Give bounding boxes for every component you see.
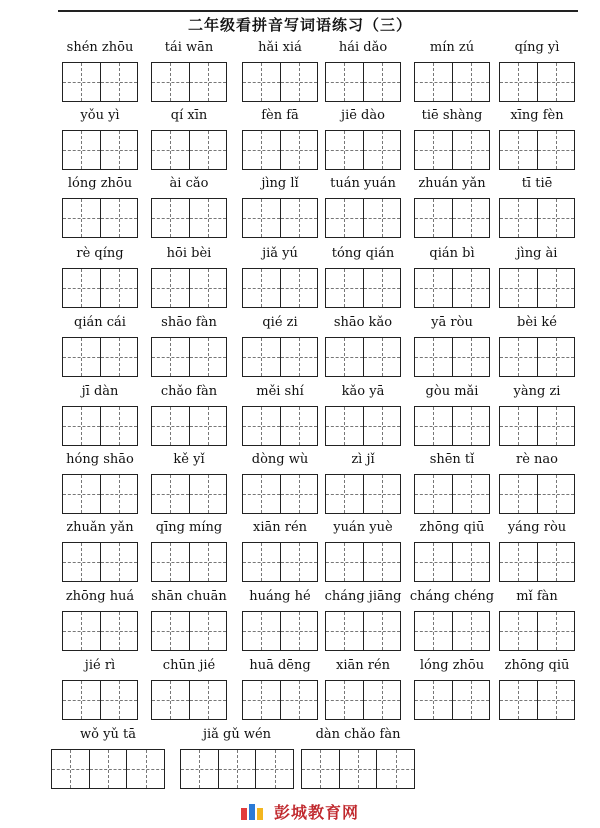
tian-zi-cell[interactable]	[500, 63, 537, 101]
writing-grid[interactable]	[151, 406, 227, 446]
writing-grid[interactable]	[325, 680, 401, 720]
pinyin-label: shāo fàn	[161, 315, 217, 330]
logo-bar-red	[241, 808, 247, 820]
tian-zi-cell[interactable]	[415, 338, 452, 376]
pinyin-label: shān chuān	[151, 589, 227, 604]
writing-grid[interactable]	[62, 542, 138, 582]
writing-grid[interactable]	[242, 268, 318, 308]
writing-grid[interactable]	[325, 406, 401, 446]
writing-grid[interactable]	[62, 337, 138, 377]
tian-zi-cell[interactable]	[280, 338, 318, 376]
pinyin-label: dàn chǎo fàn	[315, 727, 401, 742]
tian-zi-cell[interactable]	[500, 612, 537, 650]
writing-grid[interactable]	[62, 130, 138, 170]
tian-zi-cell[interactable]	[326, 543, 363, 581]
writing-grid[interactable]	[242, 337, 318, 377]
pinyin-label: zì jǐ	[351, 452, 375, 467]
pinyin-label: xiān rén	[252, 520, 308, 535]
tian-zi-cell[interactable]	[452, 269, 490, 307]
tian-zi-cell[interactable]	[452, 475, 490, 513]
writing-grid[interactable]	[414, 130, 490, 170]
pinyin-label: jiē dào	[341, 108, 385, 123]
tian-zi-cell[interactable]	[363, 475, 401, 513]
tian-zi-cell[interactable]	[243, 407, 280, 445]
tian-zi-cell[interactable]	[189, 543, 227, 581]
tian-zi-cell[interactable]	[452, 131, 490, 169]
writing-grid[interactable]	[151, 130, 227, 170]
pinyin-label: qián bì	[429, 246, 475, 261]
pinyin-label: jìng ài	[516, 246, 558, 261]
pinyin-label: huáng hé	[249, 589, 311, 604]
writing-grid[interactable]	[499, 268, 575, 308]
tian-zi-cell[interactable]	[243, 131, 280, 169]
pinyin-label: bèi ké	[517, 315, 557, 330]
writing-grid[interactable]	[414, 337, 490, 377]
writing-grid[interactable]	[414, 406, 490, 446]
tian-zi-cell[interactable]	[500, 543, 537, 581]
tian-zi-cell[interactable]	[152, 269, 189, 307]
writing-grid[interactable]	[242, 611, 318, 651]
pinyin-label: zhuán yǎn	[418, 176, 486, 191]
pinyin-label: lóng zhōu	[67, 176, 133, 191]
pinyin-label: jī dàn	[81, 384, 119, 399]
tian-zi-cell[interactable]	[189, 199, 227, 237]
pinyin-label: chūn jié	[162, 658, 216, 673]
writing-grid[interactable]	[325, 542, 401, 582]
tian-zi-cell[interactable]	[255, 750, 293, 788]
writing-grid[interactable]	[414, 198, 490, 238]
writing-grid[interactable]	[242, 474, 318, 514]
tian-zi-cell[interactable]	[63, 681, 100, 719]
tian-zi-cell[interactable]	[500, 199, 537, 237]
tian-zi-cell[interactable]	[152, 407, 189, 445]
tian-zi-cell[interactable]	[63, 543, 100, 581]
writing-grid[interactable]	[325, 337, 401, 377]
tian-zi-cell[interactable]	[63, 407, 100, 445]
pinyin-label: zhōng qiū	[419, 520, 485, 535]
pinyin-label: qián cái	[74, 315, 126, 330]
writing-grid[interactable]	[62, 611, 138, 651]
pinyin-label: rè nao	[516, 452, 558, 467]
pinyin-label: shén zhōu	[66, 40, 134, 55]
pinyin-label: yǒu yì	[80, 108, 120, 123]
tian-zi-cell[interactable]	[302, 750, 339, 788]
writing-grid[interactable]	[325, 611, 401, 651]
tian-zi-cell[interactable]	[189, 681, 227, 719]
tian-zi-cell[interactable]	[189, 269, 227, 307]
tian-zi-cell[interactable]	[326, 199, 363, 237]
tian-zi-cell[interactable]	[376, 750, 414, 788]
tian-zi-cell[interactable]	[152, 681, 189, 719]
tian-zi-cell[interactable]	[326, 475, 363, 513]
tian-zi-cell[interactable]	[181, 750, 218, 788]
writing-grid[interactable]	[151, 268, 227, 308]
tian-zi-cell[interactable]	[415, 543, 452, 581]
pinyin-label: jìng lǐ	[261, 176, 299, 191]
tian-zi-cell[interactable]	[63, 63, 100, 101]
tian-zi-cell[interactable]	[363, 338, 401, 376]
footer	[0, 800, 600, 823]
tian-zi-cell[interactable]	[100, 681, 138, 719]
pinyin-label: kě yǐ	[173, 452, 205, 467]
writing-grid[interactable]	[414, 268, 490, 308]
writing-grid[interactable]	[242, 680, 318, 720]
tian-zi-cell[interactable]	[537, 199, 575, 237]
writing-grid[interactable]	[242, 406, 318, 446]
tian-zi-cell[interactable]	[100, 199, 138, 237]
pinyin-label: shēn tǐ	[429, 452, 475, 467]
tian-zi-cell[interactable]	[415, 63, 452, 101]
tian-zi-cell[interactable]	[189, 475, 227, 513]
tian-zi-cell[interactable]	[63, 269, 100, 307]
tian-zi-cell[interactable]	[100, 338, 138, 376]
pinyin-label: wǒ yǔ tā	[80, 727, 136, 742]
writing-grid[interactable]	[62, 198, 138, 238]
writing-grid[interactable]	[62, 406, 138, 446]
tian-zi-cell[interactable]	[280, 269, 318, 307]
writing-grid[interactable]	[325, 268, 401, 308]
pinyin-label: hǎi xiá	[258, 40, 302, 55]
writing-grid[interactable]	[242, 62, 318, 102]
tian-zi-cell[interactable]	[326, 269, 363, 307]
pinyin-label: jié rì	[84, 658, 116, 673]
site-name: 彭城教育网	[274, 803, 360, 822]
tian-zi-cell[interactable]	[100, 269, 138, 307]
tian-zi-cell[interactable]	[280, 475, 318, 513]
writing-grid[interactable]	[414, 62, 490, 102]
tian-zi-cell[interactable]	[243, 269, 280, 307]
pinyin-label: cháng chéng	[409, 589, 495, 604]
tian-zi-cell[interactable]	[100, 543, 138, 581]
tian-zi-cell[interactable]	[363, 131, 401, 169]
tian-zi-cell[interactable]	[63, 131, 100, 169]
pinyin-label: fèn fā	[261, 108, 299, 123]
tian-zi-cell[interactable]	[152, 475, 189, 513]
tian-zi-cell[interactable]	[189, 612, 227, 650]
tian-zi-cell[interactable]	[326, 681, 363, 719]
tian-zi-cell[interactable]	[500, 475, 537, 513]
pinyin-label: jiǎ yú	[262, 246, 298, 261]
tian-zi-cell[interactable]	[326, 131, 363, 169]
writing-grid[interactable]	[301, 749, 415, 789]
tian-zi-cell[interactable]	[500, 338, 537, 376]
tian-zi-cell[interactable]	[363, 199, 401, 237]
tian-zi-cell[interactable]	[326, 338, 363, 376]
tian-zi-cell[interactable]	[280, 543, 318, 581]
writing-grid[interactable]	[414, 680, 490, 720]
writing-grid[interactable]	[414, 611, 490, 651]
tian-zi-cell[interactable]	[537, 543, 575, 581]
tian-zi-cell[interactable]	[363, 63, 401, 101]
pinyin-label: chǎo fàn	[160, 384, 218, 399]
pinyin-label: hōi bèi	[166, 246, 212, 261]
tian-zi-cell[interactable]	[189, 407, 227, 445]
writing-grid[interactable]	[151, 474, 227, 514]
writing-grid[interactable]	[62, 680, 138, 720]
pinyin-label: mín zú	[429, 40, 475, 55]
tian-zi-cell[interactable]	[100, 63, 138, 101]
tian-zi-cell[interactable]	[218, 750, 256, 788]
writing-grid[interactable]	[499, 337, 575, 377]
writing-grid[interactable]	[499, 542, 575, 582]
tian-zi-cell[interactable]	[326, 612, 363, 650]
writing-grid[interactable]	[499, 130, 575, 170]
tian-zi-cell[interactable]	[452, 612, 490, 650]
pinyin-label: zhōng qiū	[504, 658, 570, 673]
tian-zi-cell[interactable]	[89, 750, 127, 788]
tian-zi-cell[interactable]	[189, 338, 227, 376]
pinyin-label: gòu mǎi	[425, 384, 479, 399]
tian-zi-cell[interactable]	[280, 407, 318, 445]
pinyin-label: kǎo yā	[341, 384, 385, 399]
tian-zi-cell[interactable]	[100, 475, 138, 513]
tian-zi-cell[interactable]	[63, 612, 100, 650]
writing-grid[interactable]	[325, 474, 401, 514]
writing-grid[interactable]	[62, 62, 138, 102]
pinyin-label: rè qíng	[76, 246, 124, 261]
writing-grid[interactable]	[151, 337, 227, 377]
tian-zi-cell[interactable]	[452, 681, 490, 719]
tian-zi-cell[interactable]	[415, 407, 452, 445]
tian-zi-cell[interactable]	[500, 681, 537, 719]
logo-bar-blue	[249, 804, 255, 820]
tian-zi-cell[interactable]	[63, 338, 100, 376]
tian-zi-cell[interactable]	[326, 63, 363, 101]
pinyin-label: měi shí	[256, 384, 304, 399]
pinyin-label: lóng zhōu	[419, 658, 485, 673]
tian-zi-cell[interactable]	[189, 131, 227, 169]
tian-zi-cell[interactable]	[363, 681, 401, 719]
tian-zi-cell[interactable]	[415, 612, 452, 650]
writing-grid[interactable]	[499, 198, 575, 238]
tian-zi-cell[interactable]	[52, 750, 89, 788]
pinyin-label: qié zi	[262, 315, 298, 330]
tian-zi-cell[interactable]	[415, 199, 452, 237]
writing-grid[interactable]	[499, 406, 575, 446]
tian-zi-cell[interactable]	[243, 543, 280, 581]
pinyin-label: shāo kǎo	[333, 315, 393, 330]
tian-zi-cell[interactable]	[152, 543, 189, 581]
writing-grid[interactable]	[242, 198, 318, 238]
tian-zi-cell[interactable]	[500, 269, 537, 307]
writing-grid[interactable]	[499, 611, 575, 651]
tian-zi-cell[interactable]	[452, 199, 490, 237]
book-logo-icon	[241, 804, 263, 820]
tian-zi-cell[interactable]	[280, 63, 318, 101]
page-title: 二年级看拼音写词语练习（三）	[187, 16, 412, 34]
tian-zi-cell[interactable]	[363, 407, 401, 445]
pinyin-label: hái dǎo	[338, 40, 388, 55]
tian-zi-cell[interactable]	[243, 612, 280, 650]
pinyin-label: dòng wù	[251, 452, 309, 467]
writing-grid[interactable]	[51, 749, 165, 789]
writing-grid[interactable]	[151, 680, 227, 720]
writing-grid[interactable]	[414, 474, 490, 514]
writing-grid[interactable]	[151, 62, 227, 102]
pinyin-label: qīng míng	[155, 520, 223, 535]
writing-grid[interactable]	[151, 542, 227, 582]
tian-zi-cell[interactable]	[100, 407, 138, 445]
tian-zi-cell[interactable]	[415, 131, 452, 169]
tian-zi-cell[interactable]	[537, 407, 575, 445]
pinyin-label: ài cǎo	[169, 176, 209, 191]
pinyin-label: tuán yuán	[330, 176, 396, 191]
tian-zi-cell[interactable]	[363, 269, 401, 307]
writing-grid[interactable]	[62, 268, 138, 308]
top-rule	[58, 10, 578, 12]
tian-zi-cell[interactable]	[126, 750, 164, 788]
tian-zi-cell[interactable]	[500, 131, 537, 169]
writing-grid[interactable]	[499, 474, 575, 514]
pinyin-label: hóng shāo	[66, 452, 134, 467]
tian-zi-cell[interactable]	[415, 269, 452, 307]
writing-grid[interactable]	[62, 474, 138, 514]
tian-zi-cell[interactable]	[537, 269, 575, 307]
pinyin-label: qí xīn	[170, 108, 208, 123]
pinyin-label: mǐ fàn	[516, 589, 558, 604]
writing-grid[interactable]	[180, 749, 294, 789]
tian-zi-cell[interactable]	[452, 407, 490, 445]
tian-zi-cell[interactable]	[537, 475, 575, 513]
tian-zi-cell[interactable]	[537, 131, 575, 169]
pinyin-label: zhōng huá	[65, 589, 135, 604]
writing-grid[interactable]	[242, 130, 318, 170]
tian-zi-cell[interactable]	[152, 199, 189, 237]
tian-zi-cell[interactable]	[339, 750, 377, 788]
tian-zi-cell[interactable]	[280, 199, 318, 237]
tian-zi-cell[interactable]	[243, 475, 280, 513]
writing-grid[interactable]	[325, 62, 401, 102]
writing-grid[interactable]	[414, 542, 490, 582]
tian-zi-cell[interactable]	[280, 612, 318, 650]
tian-zi-cell[interactable]	[537, 338, 575, 376]
tian-zi-cell[interactable]	[152, 338, 189, 376]
tian-zi-cell[interactable]	[415, 475, 452, 513]
pinyin-label: qíng yì	[514, 40, 560, 55]
tian-zi-cell[interactable]	[326, 407, 363, 445]
tian-zi-cell[interactable]	[100, 131, 138, 169]
tian-zi-cell[interactable]	[63, 199, 100, 237]
tian-zi-cell[interactable]	[243, 681, 280, 719]
tian-zi-cell[interactable]	[537, 681, 575, 719]
writing-grid[interactable]	[499, 680, 575, 720]
tian-zi-cell[interactable]	[280, 681, 318, 719]
logo-bar-yellow	[257, 808, 263, 820]
tian-zi-cell[interactable]	[243, 338, 280, 376]
pinyin-label: tī tiē	[521, 176, 553, 191]
pinyin-label: yuán yuè	[333, 520, 393, 535]
writing-grid[interactable]	[151, 611, 227, 651]
writing-grid[interactable]	[325, 130, 401, 170]
pinyin-label: yàng zi	[513, 384, 561, 399]
tian-zi-cell[interactable]	[152, 63, 189, 101]
tian-zi-cell[interactable]	[452, 63, 490, 101]
tian-zi-cell[interactable]	[363, 612, 401, 650]
writing-grid[interactable]	[151, 198, 227, 238]
writing-grid[interactable]	[325, 198, 401, 238]
pinyin-label: huā dēng	[249, 658, 311, 673]
pinyin-label: yā ròu	[431, 315, 473, 330]
pinyin-label: tái wān	[164, 40, 214, 55]
tian-zi-cell[interactable]	[500, 407, 537, 445]
writing-grid[interactable]	[499, 62, 575, 102]
tian-zi-cell[interactable]	[63, 475, 100, 513]
tian-zi-cell[interactable]	[280, 131, 318, 169]
tian-zi-cell[interactable]	[452, 338, 490, 376]
pinyin-label: xīng fèn	[510, 108, 564, 123]
pinyin-label: tóng qián	[331, 246, 395, 261]
tian-zi-cell[interactable]	[100, 612, 138, 650]
writing-grid[interactable]	[242, 542, 318, 582]
tian-zi-cell[interactable]	[243, 63, 280, 101]
tian-zi-cell[interactable]	[152, 131, 189, 169]
tian-zi-cell[interactable]	[189, 63, 227, 101]
tian-zi-cell[interactable]	[415, 681, 452, 719]
pinyin-label: jiǎ gǔ wén	[202, 727, 272, 742]
tian-zi-cell[interactable]	[152, 612, 189, 650]
tian-zi-cell[interactable]	[537, 612, 575, 650]
tian-zi-cell[interactable]	[363, 543, 401, 581]
pinyin-label: xiān rén	[335, 658, 391, 673]
pinyin-label: cháng jiāng	[324, 589, 402, 604]
pinyin-label: yáng ròu	[507, 520, 567, 535]
tian-zi-cell[interactable]	[452, 543, 490, 581]
pinyin-label: zhuǎn yǎn	[66, 520, 134, 535]
tian-zi-cell[interactable]	[537, 63, 575, 101]
tian-zi-cell[interactable]	[243, 199, 280, 237]
pinyin-label: tiē shàng	[421, 108, 483, 123]
